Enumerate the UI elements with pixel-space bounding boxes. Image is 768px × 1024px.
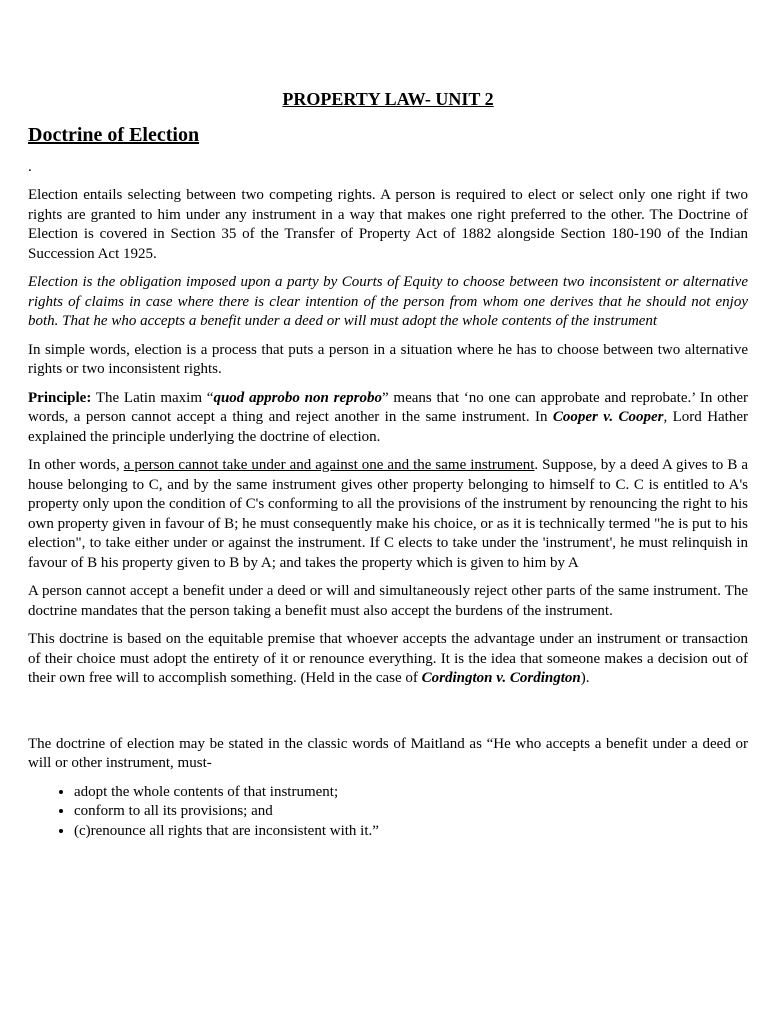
stray-dot: . (28, 159, 32, 175)
example-text-1: In other words, (28, 457, 124, 473)
latin-maxim: quod approbo non reprobo (213, 389, 382, 406)
premise-text-2: ). (580, 670, 590, 686)
document-body (28, 186, 748, 841)
example-text-2: . Suppose, by a deed A gives to B a house belonging to C, and by the same instrument gives other property belonging to himself to C. C is entitled to A's property only upon the condition of C's conforming to all the provisions of the instrument by renouncing the right to his own property given in favour of B; he must consequently make his choice, or as it is technically termed "he is put to his election", to take either under or against the instrument. If C elects to take under the 'instrument', he must relinquish in favour of B his property given to B by A; and takes the property which is given to him by A (28, 457, 748, 571)
principle-text-2: ” means that ‘no one can approbate and reprobate.’ In other words, a person cannot accept a thing and reject another in the same instrument. In (28, 389, 748, 425)
principle-label: Principle: (28, 389, 92, 406)
paragraph-maitland: The doctrine of election may be stated in the classic words of Maitland as “He who accepts a benefit under a deed or will or other instrument, must- (28, 735, 748, 771)
premise-text-1: This doctrine is based on the equitable premise that whoever accepts the advantage under an instrument or transaction of their choice must adopt the entirety of it or renounce everything. It is the idea that someone makes a decision out of their own free will to accomplish something. (Held in the case of (28, 631, 748, 686)
maitland-list (28, 783, 748, 842)
paragraph-principle (28, 389, 748, 448)
paragraph-benefit-burden: A person cannot accept a benefit under a deed or will and simultaneously reject other parts of the same instrument. The doctrine mandates that the person taking a benefit must also accept the burdens of the instrument. (28, 583, 748, 619)
section-heading: Doctrine of Election (28, 124, 200, 146)
list-item: • (c)renounce all rights that are inconsistent with it.” (74, 822, 748, 842)
case-cooper: Cooper v. Cooper (552, 409, 664, 425)
list-item: • conform to all its provisions; and (74, 802, 748, 822)
case-cordington: Cordington v. Cordington (421, 670, 581, 686)
principle-text-1: The Latin maxim “ (91, 389, 214, 406)
paragraph-equity-definition: Election is the obligation imposed upon a party by Courts of Equity to choose between two inconsistent or alternative rights of claims in case where there is clear intention of the person from whom one derives that he should not enjoy both. That he who accepts a benefit under a deed or will must adopt the whole contents of the instrument (28, 274, 748, 329)
paragraph-example (28, 456, 748, 573)
principle-text-3: , Lord Hather explained the principle underlying the doctrine of election. (28, 409, 748, 445)
document-title: PROPERTY LAW- UNIT 2 (282, 89, 494, 109)
example-underlined: a person cannot take under and against one and the same instrument (123, 457, 535, 473)
paragraph-equitable-premise (28, 630, 748, 689)
list-item: • adopt the whole contents of that instrument; (74, 783, 748, 803)
paragraph-simple-words: In simple words, election is a process that puts a person in a situation where he has to choose between two alternative rights or two inconsistent rights. (28, 341, 748, 377)
paragraph-definition: Election entails selecting between two competing rights. A person is required to elect or select only one right if two rights are granted to him under any instrument in a way that makes one right preferred to the other. The Doctrine of Election is covered in Section 35 of the Transfer of Property Act of 1882 alongside Section 180-190 of the Indian Succession Act 1925. (28, 187, 748, 262)
